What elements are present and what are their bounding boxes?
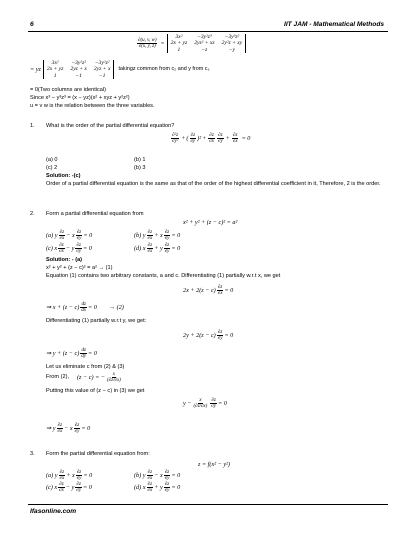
q1-option-c: (c) 2 bbox=[46, 165, 58, 171]
q1-option-d: (b) 3 bbox=[134, 165, 146, 171]
q2-option-c: (c) x $\frac{\partial z}{\partial x}$ − y $\frac{\partial z}{\partial y}$ = 0 bbox=[46, 243, 92, 254]
det1-cell: 1 bbox=[177, 46, 181, 53]
q3-option-b: (b) y $\frac{\partial z}{\partial x}$ − x $\frac{\partial z}{\partial y}$ = 0 bbox=[134, 470, 181, 481]
det1-cell: 2yz² + xz bbox=[194, 40, 215, 47]
q2-step-9: From (2), (z − c) = − $\frac{x}{(\partial z/\partial x)}$ bbox=[46, 372, 121, 383]
q2-step-1: x² + y² + (z − c)² = a² → (1) bbox=[46, 265, 113, 271]
jacobian-num: ∂(u, v, w) bbox=[138, 38, 157, 44]
det1-cell: 2y²z + xy bbox=[221, 40, 243, 47]
jacobian-fraction bbox=[137, 38, 157, 49]
jacobian-equation: $\frac{\partial(u, v, w)}{\partial(x, y, z)}$ = 3x² −3y²z³ −3y³z² 2x + yz 2yz² + xz 2y²z + xy 1 −z −y bbox=[136, 34, 246, 53]
yz-determinant-line bbox=[30, 60, 210, 79]
det2-cell: 3x² bbox=[51, 60, 59, 66]
q2-step-4: ⇒ x + (z − c) $\frac{dz}{dx}$ = 0 → (2) bbox=[46, 302, 124, 313]
det1-cell: −3y²z³ bbox=[197, 34, 212, 40]
q1-option-b: (b) 1 bbox=[134, 157, 146, 163]
identical-columns-line: = 0(Two columns are identical) bbox=[30, 87, 107, 93]
det1-cell: 2x + yz bbox=[170, 40, 188, 47]
det2-cell: −3y²z² bbox=[71, 60, 86, 66]
q1-solution-label: Solution: -(c) bbox=[46, 173, 81, 179]
q2-text: Form a partial differential equation from bbox=[46, 211, 144, 217]
q2-step-11: y − $\frac{x}{(\partial z/\partial x)}$ $\frac{\partial z}{\partial y}$ = 0 bbox=[183, 398, 227, 409]
relation-line: u = v w is the relation between the three variables. bbox=[30, 103, 155, 109]
q2-option-d: (d) x $\frac{\partial z}{\partial x}$ + y $\frac{\partial z}{\partial y}$ = 0 bbox=[134, 243, 181, 254]
page-header-title: IIT JAM - Mathematical Methods bbox=[284, 21, 385, 28]
page-number: 6 bbox=[30, 21, 34, 28]
q3-equation: z = f(x² − y²) bbox=[198, 461, 230, 468]
taking-common-note: takingz common from c₂ and y from c₃ bbox=[118, 66, 210, 73]
det2-cell: 2x + yz bbox=[46, 66, 64, 73]
q3-option-d: (d) x $\frac{\partial z}{\partial x}$ + y $\frac{\partial z}{\partial y}$ = 0 bbox=[134, 482, 181, 493]
yz-prefix: = yz bbox=[30, 65, 41, 73]
q2-step-5: Differentiating (1) partially w.r.t y, we get: bbox=[46, 318, 147, 324]
q2-step-7: ⇒ y + (z − c) $\frac{dz}{dy}$ = 0 bbox=[46, 348, 97, 359]
q2-solution-label: Solution: - (a) bbox=[46, 257, 83, 263]
q3-number: 3. bbox=[30, 451, 35, 457]
q1-equation: $\frac{\text{∂²z}}{\text{∂y²}}$ + ( $\frac{\partial z}{\partial y}$ )² + $\frac{\partial z}{\partial x}$ $\frac{\partial z}{\partial y}$ + $\frac{\partial z}{\partial x}$ = 0 bbox=[172, 133, 251, 144]
q2-equation: x² + y² + (z − c)² = a² bbox=[183, 219, 238, 226]
q3-text: Form the partial differential equation from: bbox=[46, 451, 150, 457]
det2-cell: 2yz + x bbox=[70, 66, 87, 73]
det2-cell: −1 bbox=[98, 72, 106, 79]
q1-number: 1. bbox=[30, 123, 35, 129]
jacobian-den: ∂(x, y, z) bbox=[138, 44, 156, 50]
q1-text: What is the order of the partial differential equation? bbox=[46, 123, 175, 129]
q3-option-c: (c) x $\frac{\partial z}{\partial x}$ − y $\frac{\partial z}{\partial y}$ = 0 bbox=[46, 482, 92, 493]
q2-option-b: (b) y $\frac{\partial z}{\partial x}$ + x $\frac{\partial z}{\partial y}$ = 0 bbox=[134, 230, 181, 241]
footer-site[interactable]: Ifasonline.com bbox=[30, 508, 77, 515]
det1-cell: −3y³z² bbox=[224, 34, 240, 40]
footer-rule bbox=[28, 504, 388, 505]
header-rule bbox=[28, 31, 388, 32]
determinant-1 bbox=[167, 34, 247, 53]
det2-cell: −1 bbox=[75, 72, 82, 79]
det1-cell: 3x² bbox=[175, 34, 183, 40]
q2-step-8: Let us eliminate c from (2) & (3) bbox=[46, 364, 125, 370]
det1-cell: −y bbox=[228, 46, 236, 53]
q2-step-6: 2y + 2(z − c) $\frac{\partial z}{\partial y}$ = 0 bbox=[183, 330, 234, 341]
determinant-2 bbox=[43, 60, 115, 79]
det2-cell: −3y²z² bbox=[94, 60, 110, 66]
q1-explanation: Order of a partial differential equation is the same as that of the order of the highest differential coefficient in it, Therefore, 2 is the order. bbox=[46, 181, 381, 187]
q2-step-3: 2x + 2(z − c) $\frac{\partial z}{\partial x}$ = 0 bbox=[183, 285, 234, 296]
det2-cell: 2yz + x bbox=[93, 66, 111, 73]
q3-option-a: (a) y $\frac{\partial z}{\partial x}$ + x $\frac{\partial z}{\partial y}$ = 0 bbox=[46, 470, 93, 481]
q1-option-a: (a) 0 bbox=[46, 157, 58, 163]
det1-cell: −z bbox=[201, 46, 208, 53]
q2-option-a: (a) y $\frac{\partial z}{\partial x}$ − x $\frac{\partial z}{\partial y}$ = 0 bbox=[46, 230, 93, 241]
since-line: Since x³ − y³z³ = (x − yz)(x² + xyz + y²z²) bbox=[30, 95, 130, 101]
q2-step-10: Putting this value of (z − c) in (3) we get bbox=[46, 388, 145, 394]
q2-step-2: Equation (1) contains two arbitrary constants, a and c. Differentiating (1) partially w.r.t x, we get bbox=[46, 273, 281, 279]
q2-number: 2. bbox=[30, 211, 35, 217]
q2-step-12: ⇒ y $\frac{\partial z}{\partial x}$ − x $\frac{\partial z}{\partial y}$ = 0 bbox=[46, 423, 91, 434]
det2-cell: 1 bbox=[53, 72, 57, 79]
